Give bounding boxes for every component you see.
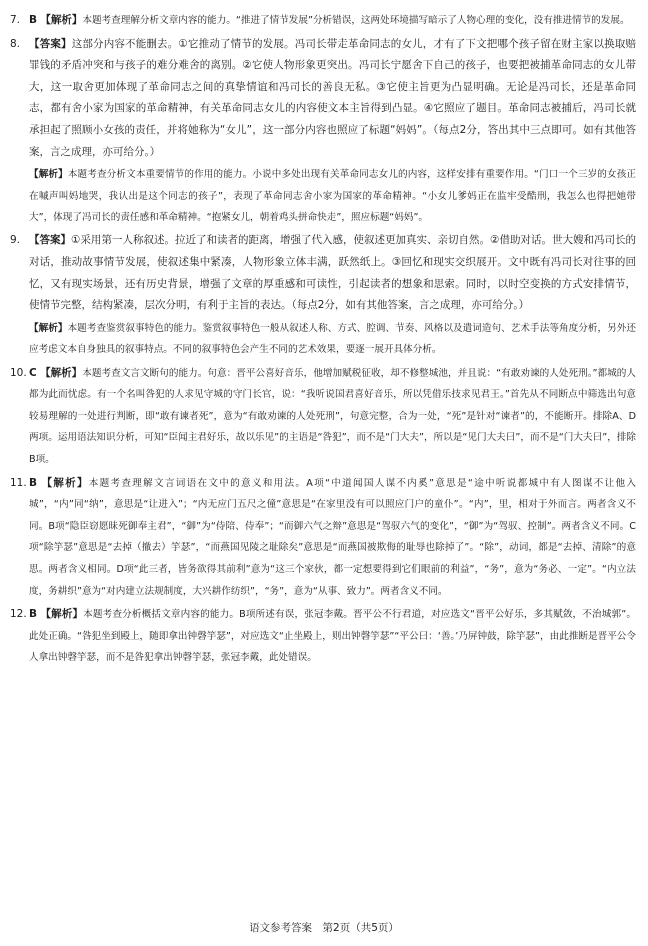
answer-item-10 [10, 363, 636, 471]
answer-item-8 [10, 34, 636, 229]
item-number: 7. [10, 14, 21, 26]
answer-block [29, 230, 636, 316]
answer-choice: B [29, 476, 38, 489]
answer-choice: B [29, 608, 38, 621]
answer-choice: C [29, 366, 37, 379]
item-number: 10. [10, 366, 27, 379]
analysis-tag: 【解析】 [29, 169, 68, 181]
analysis-tag: 【解析】 [41, 476, 89, 489]
analysis-block [29, 318, 636, 361]
analysis-tag: 【解析】 [40, 14, 83, 26]
answer-item-9 [10, 230, 636, 360]
answer-page [10, 10, 636, 669]
analysis-tag: 【解析】 [40, 366, 83, 379]
analysis-text: 本题考查分析文本重要情节的作用的能力。小说中多处出现有关革命同志女儿的内容，这样安排有重要作用。“门口一个三岁的女孩正在嘁声叫妈地哭，我认出是这个同志的孩子”，表现了革命同志舍小家为国家的革命精神。“小女儿爹妈正在监牢受酷刑，我怎么也得把她带大”，体现了冯司长的责任感和革命精神。“抱紧女儿，朝着鸡头拼命快走”，照应标题“妈妈”。 [29, 169, 637, 223]
answer-choice: B [29, 14, 38, 26]
item-number: 9. [10, 234, 21, 247]
answer-tag: 【答案】 [29, 37, 72, 50]
analysis-text: 本题考查鉴赏叙事特色的能力。鉴赏叙事特色一般从叙述人称、方式、腔调、节奏、风格以及遣词造句、艺术手法等角度分析，另外还应考虑文本自身独具的叙事特点。不同的叙事特色会产生不同的艺术效果，要逐一展开具体分析。 [29, 322, 637, 356]
item-number: 11. [10, 476, 27, 489]
item-number: 8. [10, 37, 21, 50]
analysis-tag: 【解析】 [29, 322, 68, 334]
answer-item-11 [10, 473, 636, 603]
analysis-text: 本题考查分析概括文章内容的能力。B项所述有误，张冠李戴。晋平公不行君道，对应选文“晋平公好乐，多其赋敛，不治城郭”。此处正确。“咎犯坐到殿上，随即拿出钟磬竽瑟”，对应选文“止坐殿上，则出钟磬竽瑟”“平公曰：‘善。’乃屏钟鼓，除竽瑟”，由此推断是晋平公令人拿出钟磬竽瑟，而不是咎犯拿出钟磬竽瑟，张冠李戴，此处错误。 [29, 609, 637, 664]
answer-item-7 [10, 10, 636, 32]
answer-block [29, 34, 636, 164]
answer-text: ①采用第一人称叙述。拉近了和读者的距离，增强了代入感，使叙述更加真实、亲切自然。②借助对话。世大嫂和冯司长的对话，推动故事情节发展，使叙述集中紧凑，人物形象立体丰满，跃然纸上。③回忆和现实交织展开。文中既有冯司长对往事的回忆，又有现实场景，还有历史背景，增强了文章的厚重感和可读性，引起读者的想象和思索。同时，以时空变换的方式安排情节，使情节完整，结构紧凑，层次分明，有利于主旨的表达。（每点2分，如有其他答案，言之成理，亦可给分。） [29, 234, 636, 312]
answer-tag: 【答案】 [29, 234, 72, 247]
item-number: 12. [10, 608, 27, 621]
analysis-tag: 【解析】 [40, 608, 84, 621]
answer-item-12 [10, 604, 636, 669]
analysis-text: 本题考查文言文断句的能力。句意：晋平公喜好音乐，他增加赋税征收，却不修整城池，并且说：“有敢劝谏的人处死刑。”都城的人都为此而忧虑。有一个名叫咎犯的人求见守城的守门长官，说：“我听说国君喜好音乐，所以凭借乐技求见君王。”首先从不同断点中筛选出句意较易理解的一处进行判断，即“敢有谏者死”，意为“有敢劝谏的人处死刑”，句意完整，合为一处，“死”是针对“谏者”的，不能断开。排除A、D两项。运用语法知识分析，可知“臣闻主君好乐，故以乐见”的主语是“咎犯”，而不是“门大夫”，所以是“见门大夫曰”，而不是“门大夫曰”，排除B项。 [29, 367, 636, 465]
analysis-text: 本题考查理解分析文章内容的能力。“推进了情节发展”分析错误，这两处环境描写暗示了人物心理的变化，没有推进情节的发展。 [82, 15, 630, 26]
answer-text: 这部分内容不能删去。①它推动了情节的发展。冯司长带走革命同志的女儿，才有了下文把哪个孩子留在财主家以换取赔罪钱的矛盾冲突和与孩子的难分难舍的离别。②它使人物形象更突出。冯司长宁愿舍下自己的孩子，也要把被捕革命同志的女儿带大，这一取舍更加体现了革命同志之间的真挚情谊和冯司长的善良无私。③它使主旨更为凸显明确。无论是冯司长，还是革命同志，都有舍小家为国家的革命精神，有关革命同志女儿的内容使文本主旨得到凸显。④它照应了题目。革命同志被捕后，冯司长就承担起了照顾小女孩的责任，并将她称为“女儿”，这一部分内容也照应了标题“妈妈”。（每点2分，答出其中三点即可。如有其他答案，言之成理，亦可给分。） [29, 37, 636, 158]
page-footer: 语文参考答案 第2页（共5页） [249, 922, 399, 934]
analysis-text: 本题考查理解文言词语在文中的意义和用法。A项“中道闻国人谋不内奚”意思是“途中听说都城中有人图谋不让他入城”，“内”同“纳”，意思是“让进入”；“内无应门五尺之僮”意思是“在家里没有可以照应门户的童仆”。“内”，里，相对于外而言。两者含义不同。B项“隐臣窃愿昧死御奉主君”，“御”为“侍陪、侍奉”；“而御六气之辩”意思是“驾驭六气的变化”，“御”为“驾驭、控制”。两者含义不同。C项“除竽瑟”意思是“去掉（撤去）竽瑟”，“而燕国见陵之耻除矣”意思是“而燕国被欺侮的耻辱也除掉了”。“除”，动词，都是“去掉、清除”的意思。两者含义相同。D项“此三者，皆务欲得其前利”意为“这三个家伙，都一定想要得到它们眼前的利益”，“务”，意为“务必、一定”。“内立法度，务耕织”意为“对内建立法规制度，大兴耕作纺织”，“务”，意为“从事、致力”。两者含义不同。 [29, 477, 636, 597]
analysis-block [29, 164, 636, 228]
